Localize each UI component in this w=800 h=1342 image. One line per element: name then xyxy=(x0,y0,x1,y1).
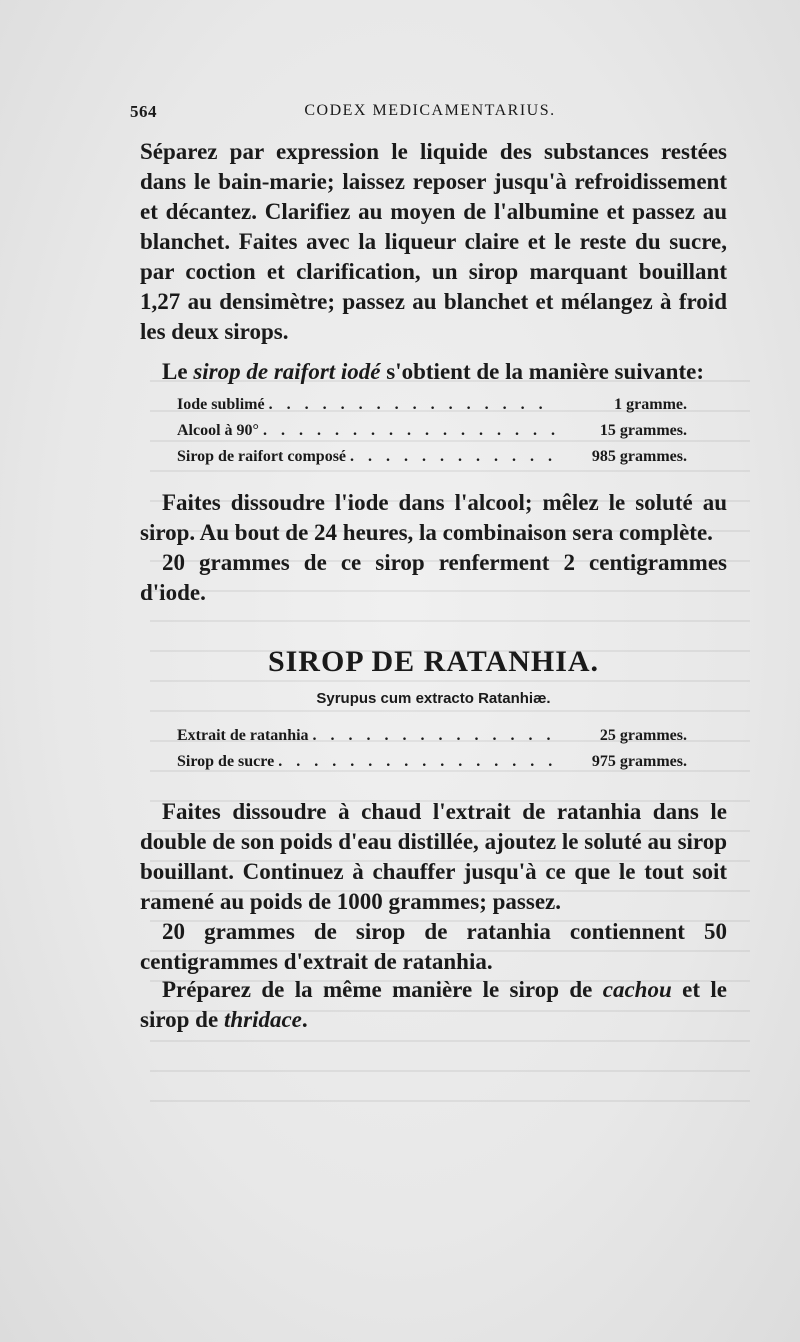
ingredient-quantity: 1 gramme. xyxy=(614,396,687,413)
recipe-row xyxy=(177,396,687,422)
variant-italic-cachou: cachou xyxy=(602,977,672,1002)
recipe-list-raifort xyxy=(177,396,687,474)
leader-dots xyxy=(274,753,557,771)
leader-dots xyxy=(265,396,557,414)
ingredient-name: Iode sublimé xyxy=(177,396,265,413)
recipe-row xyxy=(177,448,687,474)
recipe-list-ratanhia xyxy=(177,727,687,779)
paragraph-variants xyxy=(140,975,727,1035)
intro-italic-term: sirop de raifort iodé xyxy=(193,359,381,384)
ingredient-name: Sirop de sucre xyxy=(177,753,275,770)
section-subtitle: Syrupus cum extracto Ratanhiæ. xyxy=(316,690,551,707)
leader-dots xyxy=(259,422,557,440)
page-number: 564 xyxy=(130,102,157,121)
section-title: SIROP DE RATANHIA. xyxy=(267,645,600,678)
running-title: CODEX MEDICAMENTARIUS. xyxy=(304,102,556,119)
method-text: Faites dissoudre à chaud l'extrait de ratanhia dans le double de son poids d'eau distillée, ajoutez le soluté au sirop bouillant. Continuez à chauffer jusqu'à ce que le tout soit ramené au poids de 1000 grammes; passez. xyxy=(140,799,727,914)
variant-text-middle: et le sirop de xyxy=(140,977,728,1032)
dosage-text: 20 grammes de sirop de ratanhia contiennent 50 centigrammes d'extrait de ratanhia. xyxy=(140,919,727,974)
ingredient-quantity: 15 grammes. xyxy=(599,422,687,439)
recipe-row xyxy=(177,753,687,779)
paragraph-ratanhia-method xyxy=(140,797,727,977)
leader-dots xyxy=(309,727,557,745)
intro-text-start: Le xyxy=(162,359,194,384)
paragraph-dissolution-iode xyxy=(140,488,727,608)
ingredient-name: Sirop de raifort composé xyxy=(177,448,347,465)
variant-text-start: Préparez de la même manière le sirop de xyxy=(162,977,603,1002)
recipe-row xyxy=(177,727,687,753)
dissolution-text: Faites dissoudre l'iode dans l'alcool; mêlez le soluté au sirop. Au bout de 24 heures, la combinaison sera complète. xyxy=(140,490,727,545)
intro-text-end: s'obtient de la manière suivante: xyxy=(380,359,704,384)
variant-text-end: . xyxy=(301,1007,308,1032)
ingredient-quantity: 985 grammes. xyxy=(591,448,687,465)
dosage-text: 20 grammes de ce sirop renferment 2 centigrammes d'iode. xyxy=(140,550,727,605)
paragraph-separation: Séparez par expression le liquide des substances restées dans le bain-marie; laissez reposer jusqu'à refroidissement et décantez. Clarifiez au moyen de l'albumine et passez au blanchet. Faites avec la liqueur claire et le reste du sucre, par coction et clarification, un sirop marquant bouillant 1,27 au densimètre; passez au blanchet et mélangez à froid les deux sirops. xyxy=(140,139,727,344)
paragraph-sirop-raifort-intro xyxy=(140,357,727,387)
ingredient-quantity: 25 grammes. xyxy=(599,727,687,744)
ingredient-name: Extrait de ratanhia xyxy=(177,727,309,744)
ingredient-quantity: 975 grammes. xyxy=(591,753,687,770)
leader-dots xyxy=(346,448,557,466)
page-header xyxy=(130,102,730,126)
recipe-row xyxy=(177,422,687,448)
ingredient-name: Alcool à 90° xyxy=(177,422,259,439)
variant-italic-thridace: thridace xyxy=(223,1007,302,1032)
